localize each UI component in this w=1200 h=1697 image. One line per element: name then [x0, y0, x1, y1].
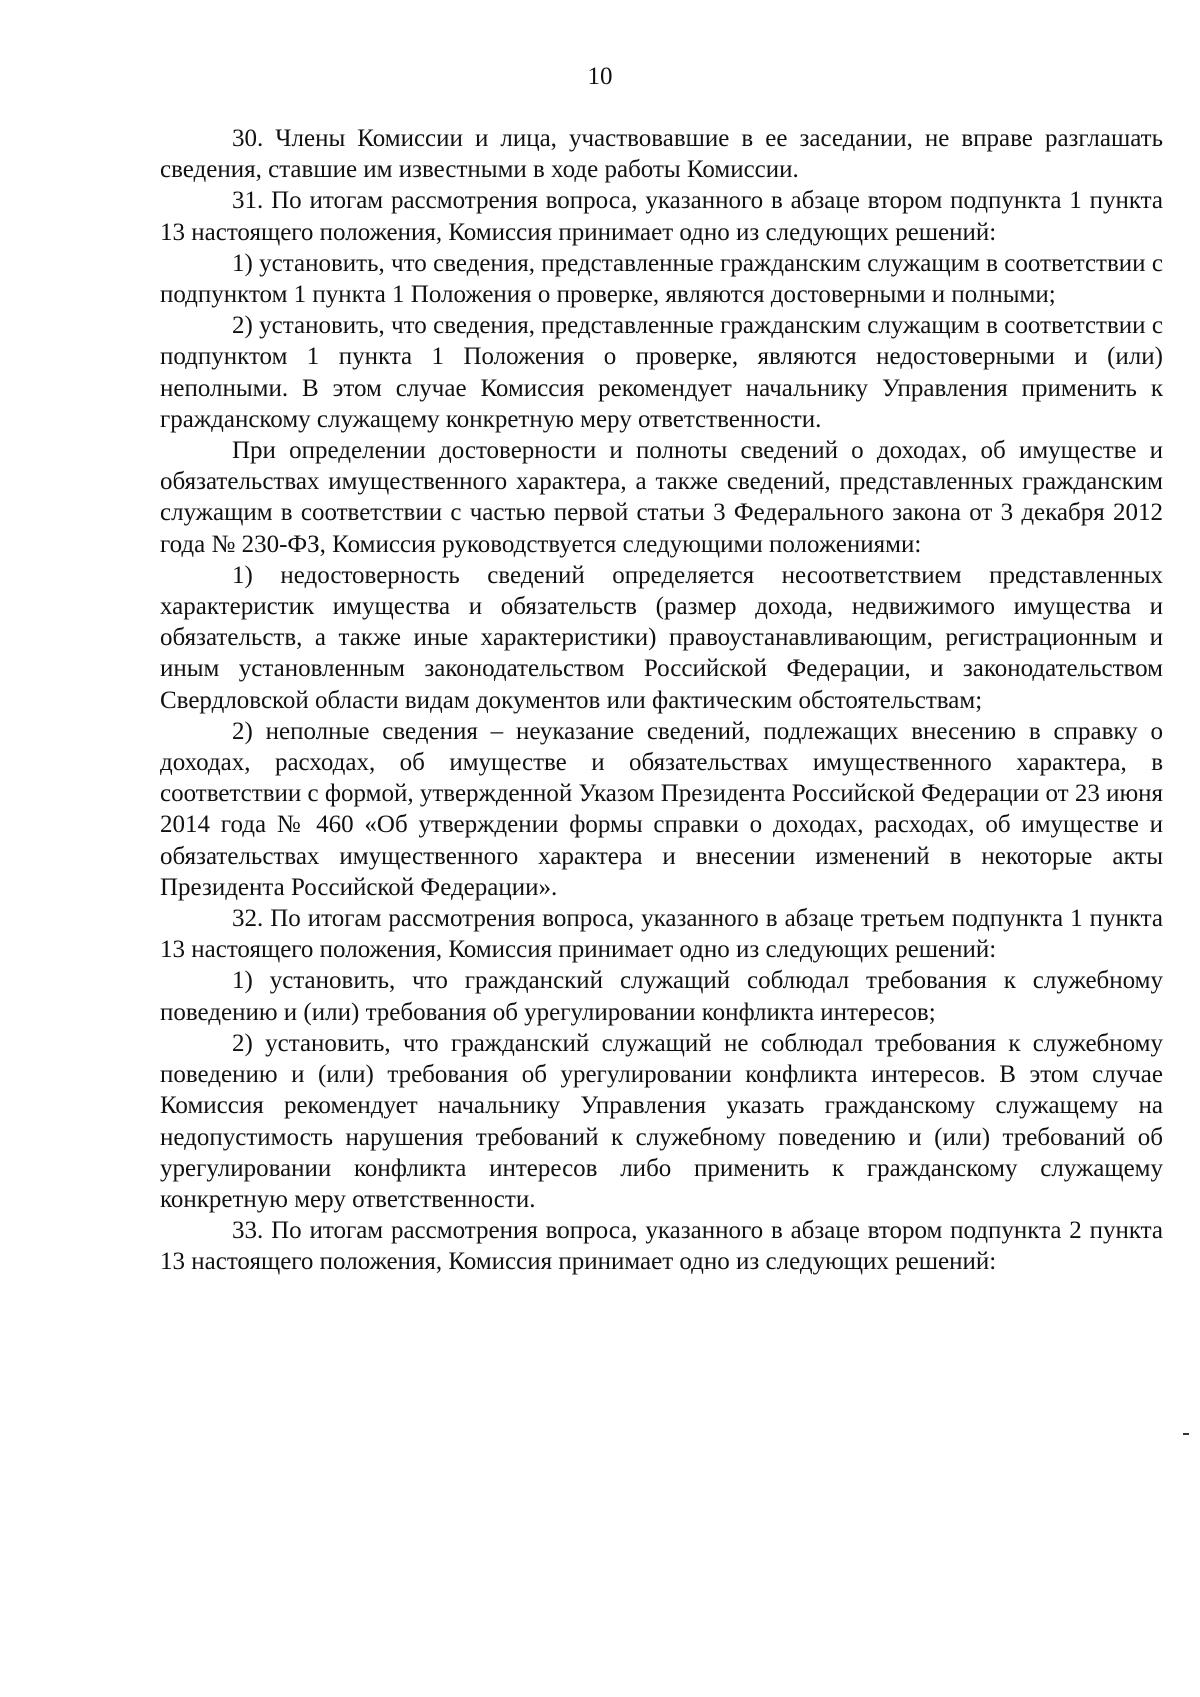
paragraph-33: 33. По итогам рассмотрения вопроса, указанного в абзаце втором подпункта 2 пункта 13 настоящего положения, Комиссия принимает одно из следующих решений:	[160, 1217, 1163, 1276]
document-body	[160, 123, 1163, 1278]
paragraph-determination-item-1: 1) недостоверность сведений определяется несоответствием представленных характеристик имущества и обязательств (размер дохода, недвижимого имущества и обязательств, а также иные характеристики) правоустанавливающим, регистрационным и иным установленным законодательством Российской Федерации, и законодательством Свердловской области видам документов или фактическим обстоятельствам;	[160, 561, 1163, 714]
paragraph-32-item-2: 2) установить, что гражданский служащий не соблюдал требования к служебному поведению и (или) требования об урегулировании конфликта интересов. В этом случае Комиссия рекомендует начальнику Управления указать гражданскому служащему на недопустимость нарушения требований к служебному поведению и (или) требований об урегулировании конфликта интересов либо применить к гражданскому служащему конкретную меру ответственности.	[160, 1029, 1163, 1213]
page-number: 10	[587, 63, 613, 90]
paragraph-31-item-1: 1) установить, что сведения, представленные гражданским служащим в соответствии с подпунктом 1 пункта 1 Положения о проверке, являются достоверными и полными;	[160, 249, 1163, 309]
paragraph-determination-item-2: 2) неполные сведения – неуказание сведений, подлежащих внесению в справку о доходах, расходах, об имуществе и обязательствах имущественного характера, в соответствии с формой, утвержденной Указом Президента Российской Федерации от 23 июня 2014 года № 460 «Об утверждении формы справки о доходах, расходах, об имуществе и обязательствах имущественного характера и внесении изменений в некоторые акты Президента Российской Федерации».	[160, 717, 1164, 901]
paragraph-30: 30. Члены Комиссии и лица, участвовавшие в ее заседании, не вправе разглашать сведения, ставшие им известными в ходе работы Комиссии.	[160, 125, 1163, 184]
paragraph-32: 32. По итогам рассмотрения вопроса, указанного в абзаце третьем подпункта 1 пункта 13 настоящего положения, Комиссия принимает одно из следующих решений:	[160, 905, 1163, 964]
paragraph-32-item-1: 1) установить, что гражданский служащий соблюдал требования к служебному поведению и (или) требования об урегулировании конфликта интересов;	[160, 967, 1163, 1026]
paragraph-determination: При определении достоверности и полноты сведений о доходах, об имуществе и обязательствах имущественного характера, а также сведений, представленных гражданским служащим в соответствии с частью первой статьи 3 Федерального закона от 3 декабря 2012 года № 230-ФЗ, Комиссия руководствуется следующими положениями:	[160, 437, 1163, 558]
margin-mark	[1183, 1433, 1189, 1435]
paragraph-31: 31. По итогам рассмотрения вопроса, указанного в абзаце втором подпункта 1 пункта 13 настоящего положения, Комиссия принимает одно из следующих решений:	[160, 187, 1163, 246]
paragraph-31-item-2: 2) установить, что сведения, представленные гражданским служащим в соответствии с подпунктом 1 пункта 1 Положения о проверке, являются недостоверными и (или) неполными. В этом случае Комиссия рекомендует начальнику Управления применить к гражданскому служащему конкретную меру ответственности.	[160, 312, 1163, 433]
